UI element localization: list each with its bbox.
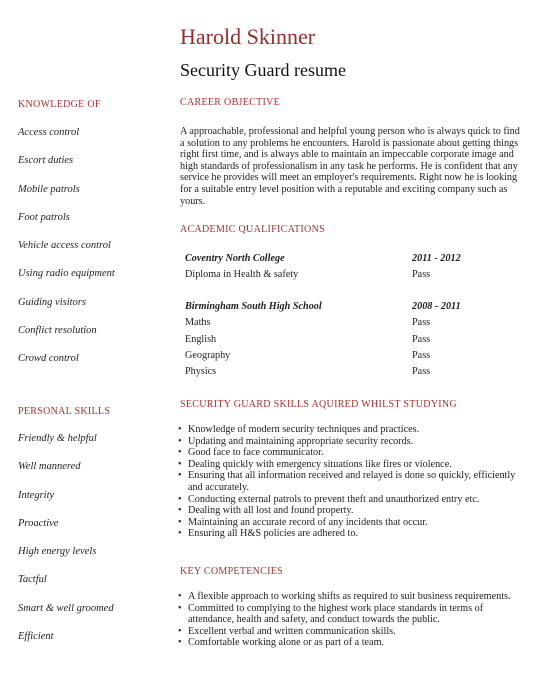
competency-item: • Committed to complying to the highest work place standards in terms of attendance, health and safety, and conduct towards the public. <box>178 603 523 626</box>
knowledge-list <box>18 126 115 381</box>
qualification-header-row <box>185 252 515 268</box>
subject-row <box>185 365 515 381</box>
security-skills-list <box>178 424 523 540</box>
personal-skill-item: Integrity <box>18 489 55 501</box>
key-competencies-heading: KEY COMPETENCIES <box>180 566 284 577</box>
competency-item: • Comfortable working alone or as part of a team. <box>178 637 523 649</box>
candidate-name: Harold Skinner <box>180 24 316 49</box>
subject-result: Pass <box>412 349 431 361</box>
personal-skill-item: Friendly & helpful <box>18 433 97 444</box>
subject-row <box>185 349 515 365</box>
knowledge-item: Escort duties <box>18 155 74 167</box>
knowledge-item: Conflict resolution <box>18 325 97 337</box>
knowledge-item: Guiding visitors <box>18 296 86 308</box>
subject-result: Pass <box>412 366 431 378</box>
subject-row <box>185 268 515 284</box>
subject-result: Pass <box>412 317 431 329</box>
security-skills-heading: SECURITY GUARD SKILLS AQUIRED WHILST STUDYING <box>180 399 457 410</box>
subject-result: Pass <box>412 269 431 281</box>
knowledge-item: Using radio equipment <box>18 268 115 280</box>
competency-item: • Excellent verbal and written communication skills. <box>178 626 523 638</box>
skill-item: • Updating and maintaining appropriate security records. <box>178 436 523 448</box>
skill-item: • Dealing quickly with emergency situations like fires or violence. <box>178 459 523 471</box>
skill-item: • Knowledge of modern security techniques and practices. <box>178 424 523 436</box>
knowledge-item: Access control <box>18 127 80 138</box>
personal-skill-item: Smart & well groomed <box>18 602 114 614</box>
knowledge-heading: KNOWLEDGE OF <box>18 99 101 110</box>
knowledge-item: Vehicle access control <box>18 240 111 252</box>
qualification-header-row <box>185 300 515 316</box>
subject-name: Diploma in Health & safety <box>185 269 299 281</box>
knowledge-item: Foot patrols <box>18 211 70 223</box>
knowledge-item: Crowd control <box>18 353 79 365</box>
resume-title: Security Guard resume <box>180 60 346 80</box>
school-years: 2011 - 2012 <box>412 253 461 264</box>
subject-name: Maths <box>185 317 211 329</box>
academic-qualifications-heading: ACADEMIC QUALIFICATIONS <box>180 224 325 235</box>
career-objective-text: A approachable, professional and helpful young person who is always quick to find a solution to any problems he encounters. Harold is passionate about getting things right first time, and is always able to maintain an impeccable corporate image and high standards of professionalism in any task he performs. He is confident that any service he provides will meet an employer's requirements. Right now he is looking for a suitable entry level position with a reputable and exciting company such as yours. <box>180 126 520 207</box>
skill-item: • Good face to face communicator. <box>178 447 523 459</box>
skill-item: • Ensuring all H&S policies are adhered to. <box>178 528 523 540</box>
competency-item: • A flexible approach to working shifts as required to suit business requirements. <box>178 591 523 603</box>
subject-name: English <box>185 333 217 345</box>
subject-name: Geography <box>185 349 231 361</box>
school-years: 2008 - 2011 <box>412 301 461 312</box>
qualification-birmingham <box>185 300 515 381</box>
subject-name: Physics <box>185 366 217 378</box>
subject-result: Pass <box>412 333 431 345</box>
personal-skills-heading: PERSONAL SKILLS <box>18 406 111 417</box>
personal-skill-item: Efficient <box>18 631 54 643</box>
school-name: Birmingham South High School <box>185 301 322 312</box>
subject-row <box>185 316 515 332</box>
subject-row <box>185 333 515 349</box>
personal-skill-item: High energy levels <box>18 546 97 558</box>
personal-skill-item: Tactful <box>18 574 47 586</box>
school-name: Coventry North College <box>185 253 285 264</box>
skill-item: • Conducting external patrols to prevent theft and unauthorized entry etc. <box>178 494 523 506</box>
qualification-coventry <box>185 252 515 285</box>
knowledge-item: Mobile patrols <box>18 183 80 195</box>
skill-item: • Maintaining an accurate record of any incidents that occur. <box>178 517 523 529</box>
career-objective-heading: CAREER OBJECTIVE <box>180 97 281 108</box>
competencies-list <box>178 591 523 649</box>
personal-skill-item: Proactive <box>18 517 59 529</box>
personal-skills-list <box>18 432 114 658</box>
skill-item: • Dealing with all lost and found property. <box>178 505 523 517</box>
personal-skill-item: Well mannered <box>18 461 81 473</box>
skill-item: • Ensuring that all information received and relayed is done so quickly, efficiently and accurately. <box>178 470 523 493</box>
